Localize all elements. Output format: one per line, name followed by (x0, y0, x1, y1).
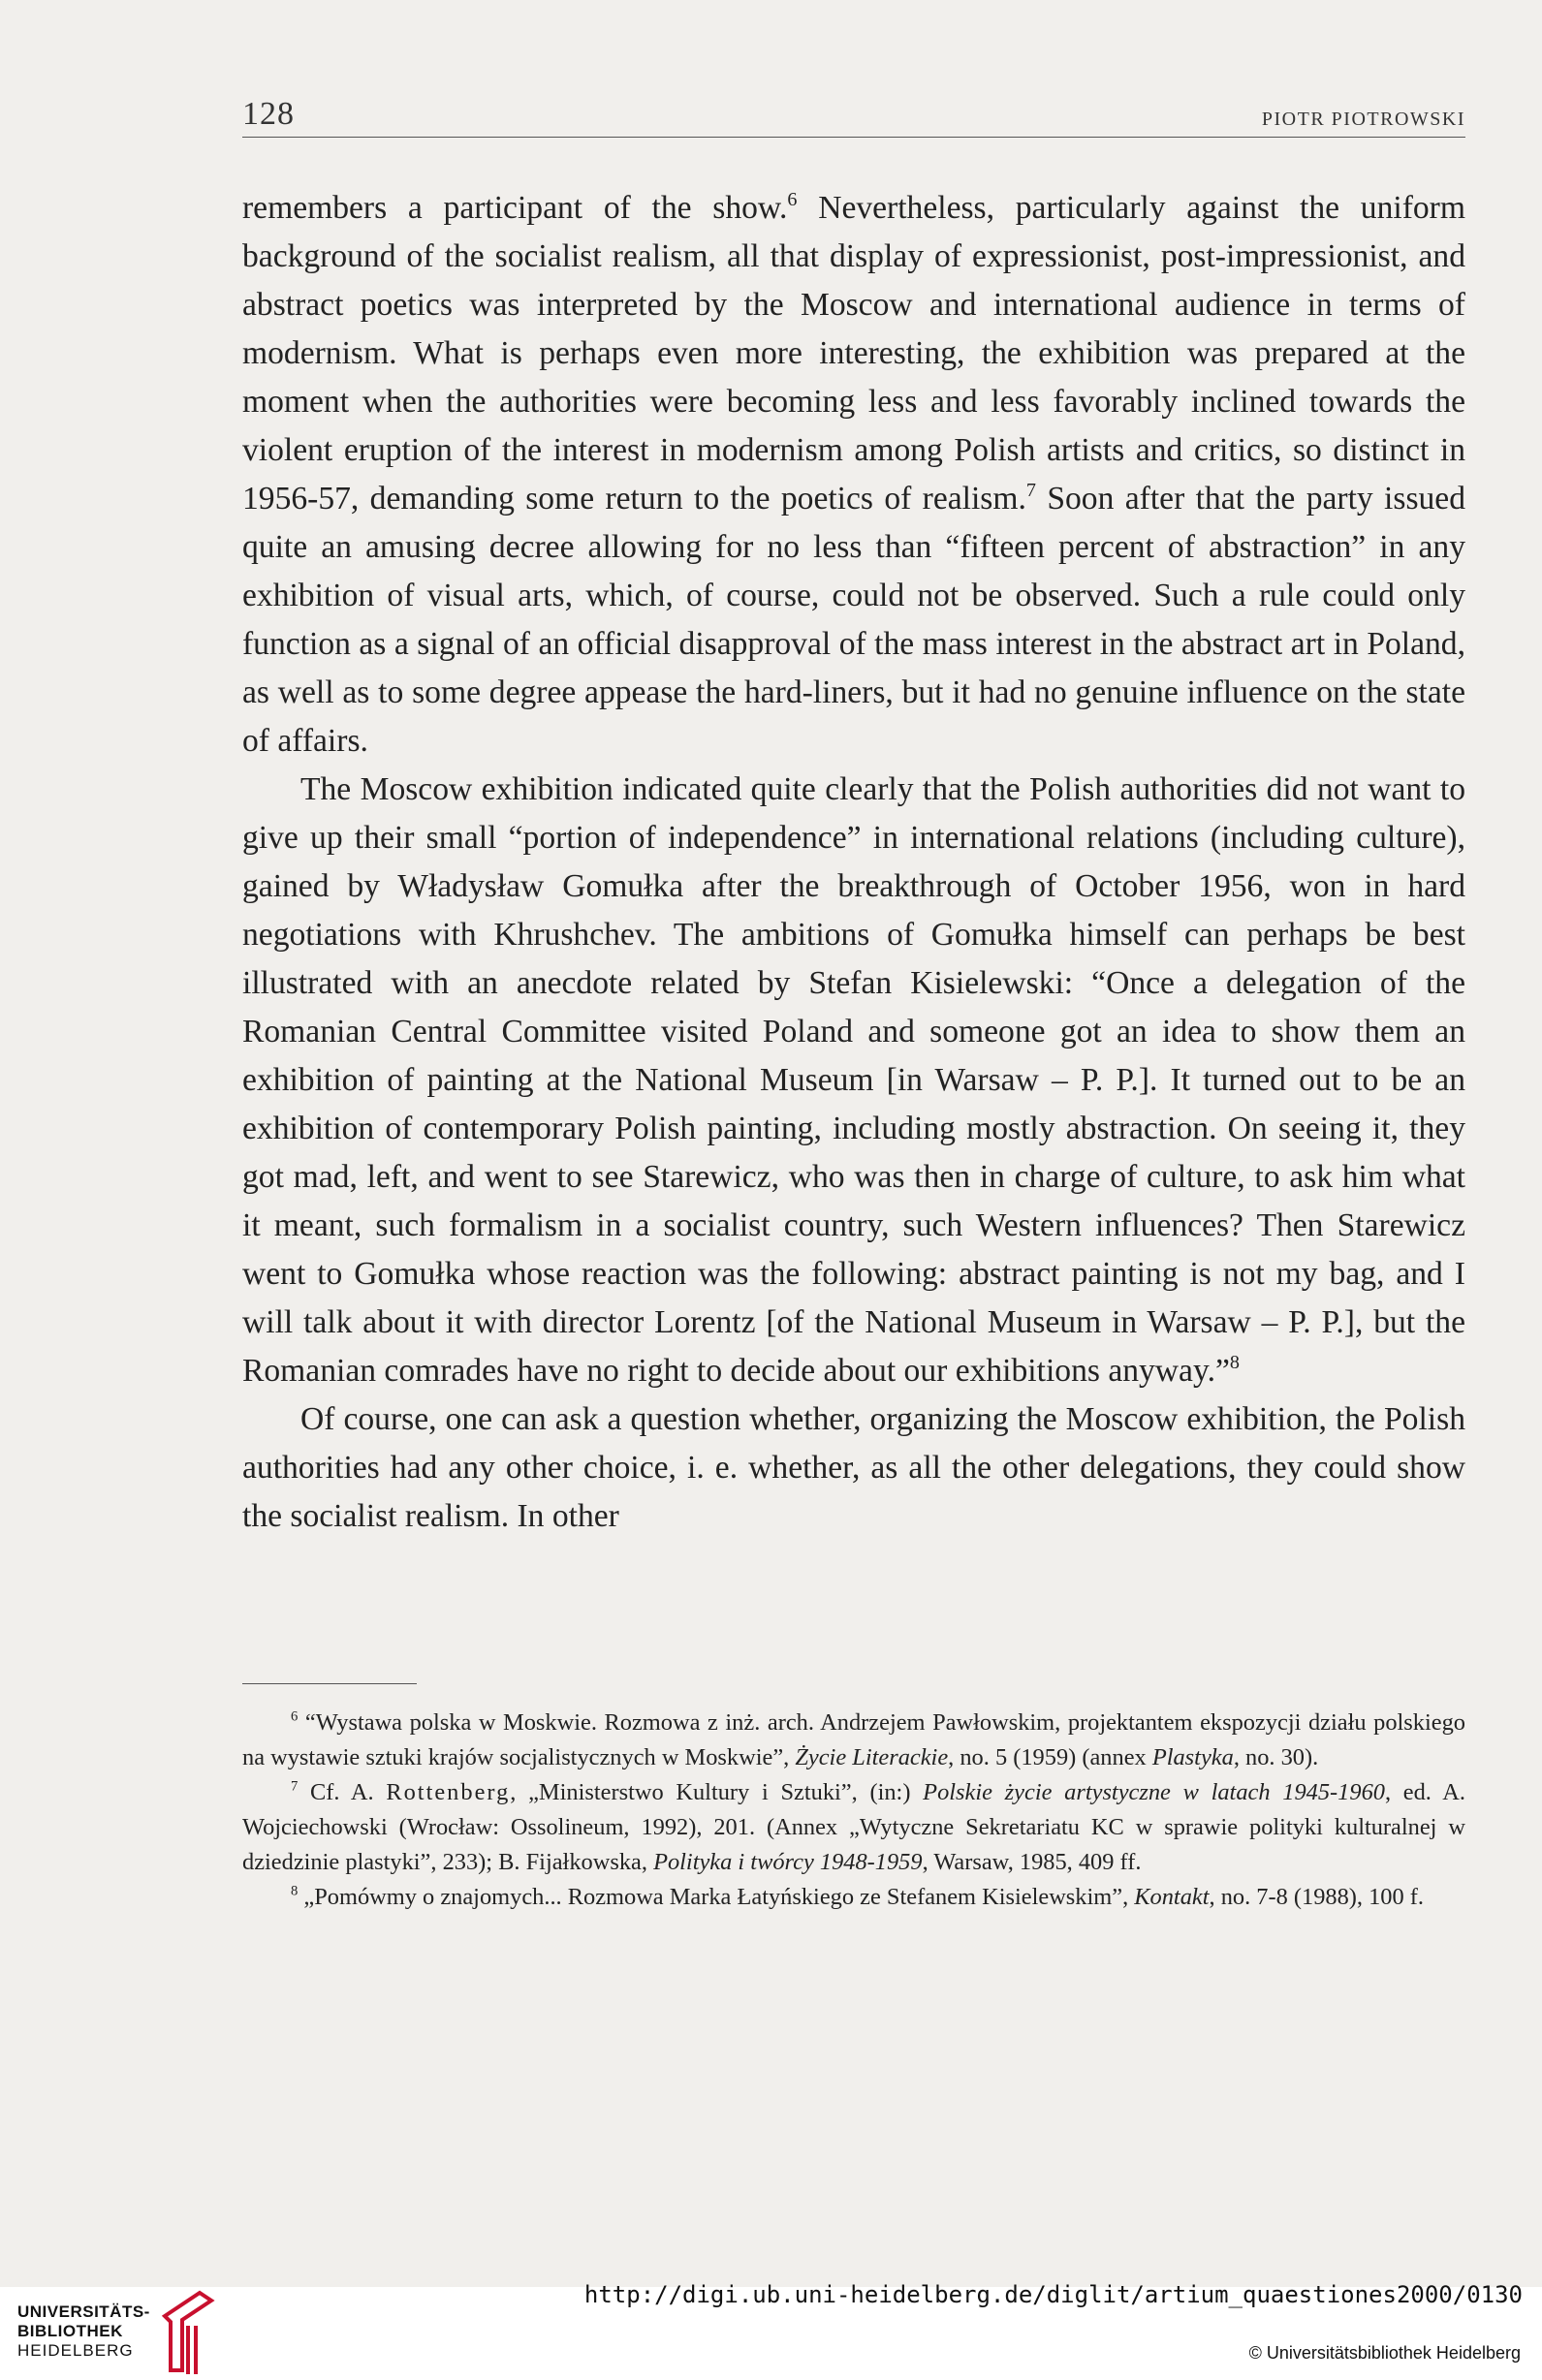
paragraph-2-text: The Moscow exhibition indicated quite clearly that the Polish authorities did not want to give up their small “portion of independence” in international relations (including culture), gained by Władysław Gomułka after the breakthrough of October 1956, won in hard negotiations with Khrushchev. The ambitions of Gomułka himself can perhaps be best illustrated with an anecdote related by Stefan Kisielewski: “Once a delegation of the Romanian Central Committee visited Poland and someone got an idea to show them an exhibition of painting at the National Museum [in Warsaw – P. P.]. It turned out to be an exhibition of contemporary Polish painting, including mostly abstraction. On seeing it, they got mad, left, and went to see Starewicz, who was then in charge of culture, to ask him what it meant, such formalism in a socialist country, such Western influences? Then Starewicz went to Gomułka whose reaction was the following: abstract painting is not my bag, and I will talk about it with director Lorentz [of the National Museum in Warsaw – P. P.], but the Romanian comrades have no right to decide about our exhibitions anyway.” (242, 771, 1465, 1389)
body-text (242, 184, 1465, 1541)
footnote-6-number: 6 (291, 1708, 299, 1725)
footnote-7 (242, 1775, 1465, 1880)
paragraph-1-text-b: Nevertheless, particularly against the uniform background of the socialist realism, all that display of expressionist, post-impressionist, and abstract poetics was interpreted by the Moscow and international audience in terms of modernism. What is perhaps even more interesting, the exhibition was prepared at the moment when the authorities were becoming less and less favorably inclined towards the violent eruption of the interest in modernism among Polish artists and critics, so distinct in 1956-57, demanding some return to the poetics of realism. (242, 190, 1465, 517)
logo-line-3: HEIDELBERG (17, 2341, 134, 2360)
paragraph-1 (242, 184, 1465, 766)
footnote-ref-8: 8 (1229, 1351, 1240, 1373)
footnotes (242, 1706, 1465, 1915)
paragraph-3-text: Of course, one can ask a question whether, organizing the Moscow exhibition, the Polish authorities had any other choice, i. e. whether, as all the other delegations, they could show the socialist realism. In other (242, 1401, 1465, 1534)
footnote-6-title: Życie Literackie (795, 1744, 949, 1770)
logo-line-1: UNIVERSITÄTS- (17, 2302, 150, 2321)
paragraph-1-text-c: Soon after that the party issued quite an amusing decree allowing for no less than “fifteen percent of abstraction” in any exhibition of visual arts, which, of course, could not be observed. Such a rule could only function as a signal of an official disapproval of the mass interest in the abstract art in Poland, as well as to some degree appease the hard-liners, but it had no genuine influence on the state of affairs. (242, 481, 1465, 759)
logo-line-2: BIBLIOTHEK (17, 2322, 123, 2340)
footnote-7-number: 7 (291, 1778, 299, 1795)
library-logo (17, 2279, 221, 2376)
page-number: 128 (242, 96, 295, 132)
footnote-8-text-a: „Pomówmy o znajomych... Rozmowa Marka Łatyńskiego ze Stefanem Kisielewskim”, (298, 1884, 1135, 1910)
footnote-7-text-d: , Warsaw, 1985, 409 ff. (922, 1849, 1142, 1875)
footnote-ref-7: 7 (1025, 479, 1036, 501)
footnote-8-number: 8 (291, 1883, 299, 1899)
footnote-8-text-b: , no. 7-8 (1988), 100 f. (1209, 1884, 1425, 1910)
footnote-6-text-a: “Wystawa polska w Moskwie. Rozmowa z inż. arch. Andrzejem Pawłowskim, projektantem ekspozycji działu polskiego na wystawie sztuki krajów socjalistycznych w Moskwie”, (242, 1709, 1465, 1770)
paragraph-2 (242, 766, 1465, 1395)
footnote-7-text-c: , ed. A. Wojciechowski (Wrocław: Ossolineum, 1992), 201. (Annex „Wytyczne Sekretariatu KC w sprawie polityki kulturalnej w dziedzinie plastyki”, 233); B. Fijałkowska, (242, 1779, 1465, 1875)
footnote-ref-6: 6 (787, 188, 798, 210)
footnote-6-text-c: , no. 30). (1233, 1744, 1319, 1770)
page-header (242, 92, 1465, 138)
footnote-8-journal: Kontakt (1134, 1884, 1210, 1910)
running-head: PIOTR PIOTROWSKI (1261, 109, 1465, 130)
footnote-divider (242, 1683, 417, 1684)
footnote-7-text-a: Cf. A. (298, 1779, 387, 1805)
copyright-notice: © Universitätsbibliothek Heidelberg (1248, 2343, 1521, 2363)
footnote-6 (242, 1706, 1465, 1775)
footnote-6-annex-title: Plastyka (1151, 1744, 1234, 1770)
footnote-7-text-b: , „Ministerstwo Kultury i Sztuki”, (in:) (510, 1779, 924, 1805)
source-url-link[interactable]: http://digi.ub.uni-heidelberg.de/diglit/artium_quaestiones2000/0130 (583, 2281, 1523, 2308)
footnote-8 (242, 1880, 1465, 1915)
library-emblem-icon (153, 2287, 221, 2376)
footnote-7-title: Polskie życie artystyczne w latach 1945-1960 (923, 1779, 1385, 1805)
footnote-7-book-title: Polityka i twórcy 1948-1959 (653, 1849, 923, 1875)
paragraph-1-text-a: remembers a participant of the show. (242, 190, 788, 226)
footnote-6-text-b: , no. 5 (1959) (annex (948, 1744, 1152, 1770)
footnote-7-author: Rottenberg (386, 1779, 511, 1805)
paragraph-3 (242, 1395, 1465, 1541)
